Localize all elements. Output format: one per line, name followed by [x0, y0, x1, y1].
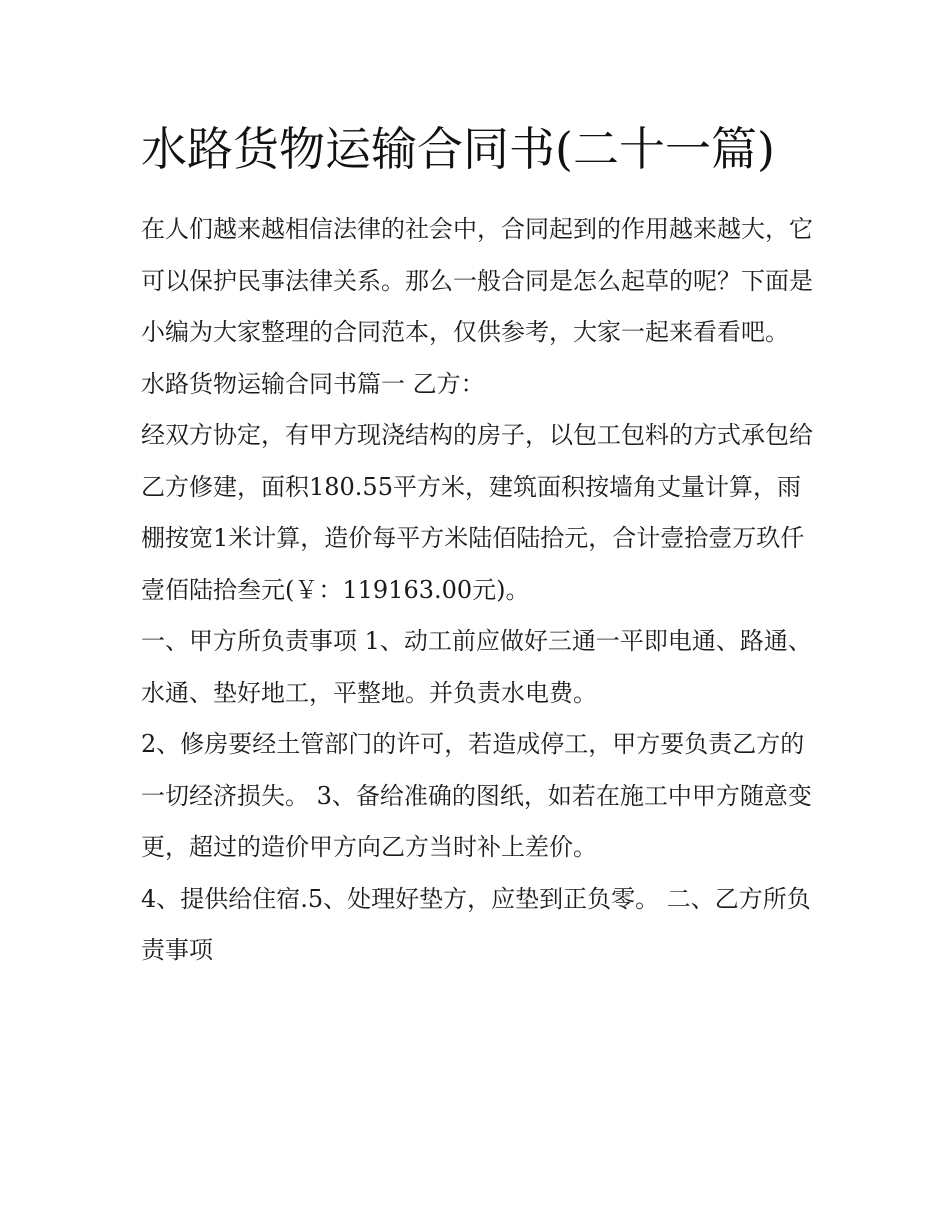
paragraph-intro: 在人们越来越相信法律的社会中，合同起到的作用越来越大，它可以保护民事法律关系。那么一般合同是怎么起草的呢？下面是小编为大家整理的合同范本，仅供参考，大家一起来看看吧。 [141, 215, 813, 346]
document-content [141, 112, 813, 977]
paragraph-agreement: 经双方协定，有甲方现浇结构的房子，以包工包料的方式承包给乙方修建，面积180.55平方米，建筑面积按墙角丈量计算，雨棚按宽1米计算，造价每平方米陆佰陆拾元，合计壹拾壹万玖仟壹佰陆拾叁元(￥：119163.00元)。 [141, 421, 813, 604]
paragraph-lodging: 4、提供给住宿.5、处理好垫方，应垫到正负零。 二、乙方所负责事项 [141, 884, 811, 964]
document-body [141, 204, 813, 977]
document-title: 水路货物运输合同书(二十一篇) [141, 122, 775, 176]
paragraph-section-heading: 水路货物运输合同书篇一 乙方： [141, 369, 485, 398]
paragraph-party-a-duties: 一、甲方所负责事项 1、动工前应做好三通一平即电通、路通、水通、垫好地工，平整地。并负责水电费。 [141, 627, 812, 707]
paragraph-permits: 2、修房要经土管部门的许可，若造成停工，甲方要负责乙方的一切经济损失。 3、备给准确的图纸，如若在施工中甲方随意变更，超过的造价甲方向乙方当时补上差价。 [141, 730, 812, 861]
